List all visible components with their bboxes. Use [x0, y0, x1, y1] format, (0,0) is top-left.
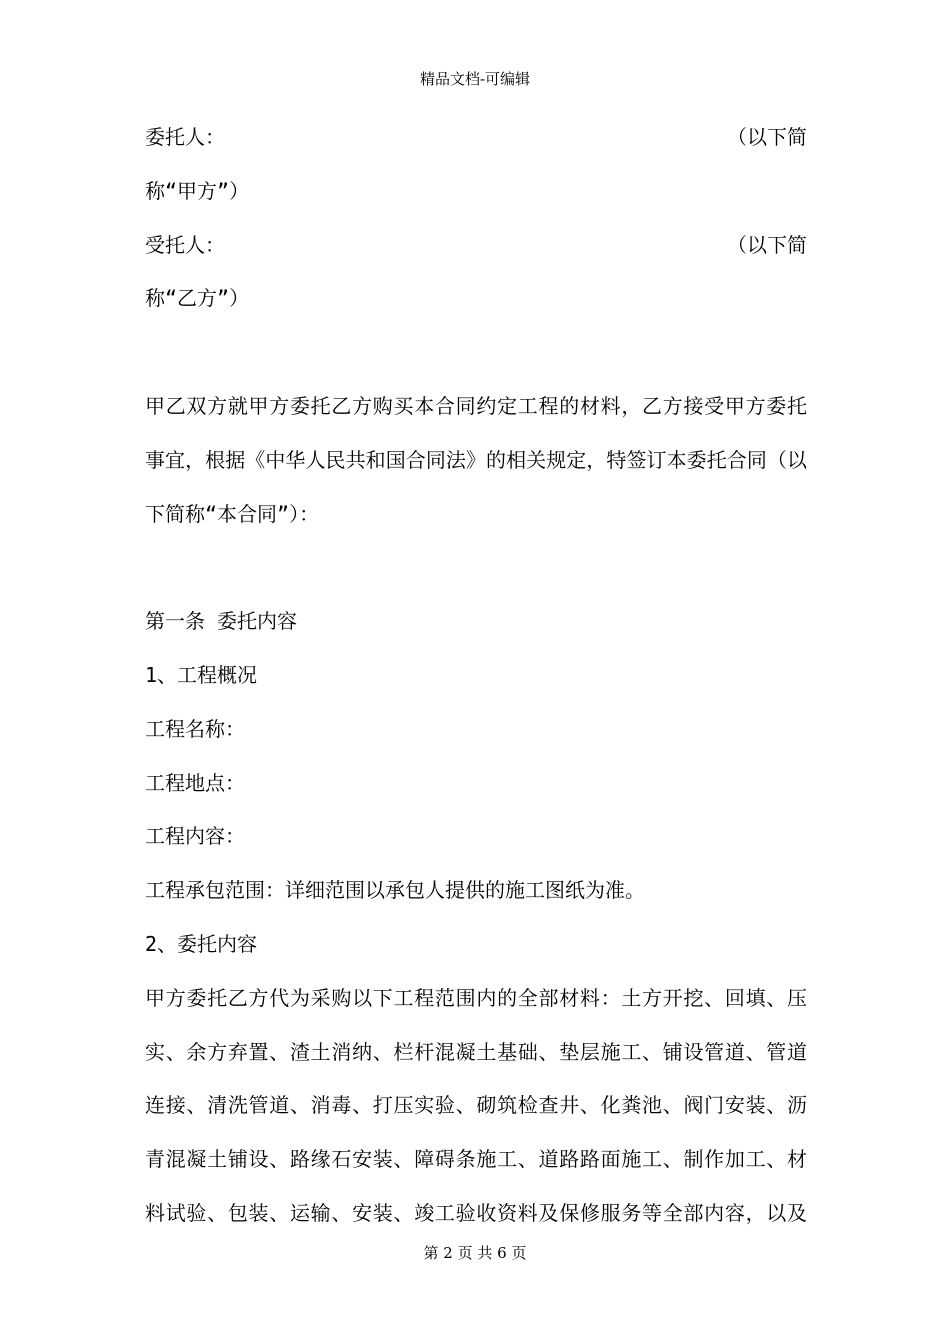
body-line: 青混凝土铺设、路缘石安装、障碍条施工、道路路面施工、制作加工、材 [145, 1147, 807, 1172]
party-a-note-end: 称“甲方”） [145, 178, 250, 203]
project-location-field: 工程地点： [145, 770, 245, 795]
body-line: 甲方委托乙方代为采购以下工程范围内的全部材料：土方开挖、回填、压 [145, 985, 807, 1010]
party-a-note-start: （以下简 [727, 125, 807, 149]
article-title: 第一条 委托内容 [145, 609, 298, 634]
preamble-line: 下简称“本合同”）： [145, 501, 320, 526]
party-b-note-end: 称“乙方”） [145, 286, 250, 311]
project-name-field: 工程名称： [145, 716, 245, 741]
project-scope-field: 工程承包范围：详细范围以承包人提供的施工图纸为准。 [145, 878, 645, 903]
party-a-line [145, 111, 807, 165]
section-title: 2、委托内容 [145, 931, 258, 956]
body-line: 实、余方弃置、渣土消纳、栏杆混凝土基础、垫层施工、铺设管道、管道 [145, 1039, 807, 1064]
party-b-line [145, 219, 807, 273]
party-b-note-start: （以下简 [727, 232, 807, 257]
preamble-line: 事宜，根据《中华人民共和国合同法》的相关规定，特签订本委托合同（以 [145, 447, 807, 472]
party-a-label: 委托人： [145, 125, 225, 149]
body-line: 料试验、包装、运输、安装、竣工验收资料及保修服务等全部内容，以及 [145, 1200, 807, 1225]
document-body [145, 111, 807, 1241]
project-content-field: 工程内容： [145, 824, 245, 849]
page-header: 精品文档-可编辑 [419, 70, 531, 88]
body-line: 连接、清洗管道、消毒、打压实验、砌筑检查井、化粪池、阀门安装、沥 [145, 1093, 807, 1118]
party-b-label: 受托人： [145, 232, 225, 257]
spacer [145, 326, 807, 380]
preamble-line: 甲乙双方就甲方委托乙方购买本合同约定工程的材料，乙方接受甲方委托 [145, 393, 807, 418]
spacer [145, 541, 807, 595]
page-footer: 第 2 页 共 6 页 [423, 1244, 527, 1262]
section-title: 1、工程概况 [145, 662, 258, 687]
